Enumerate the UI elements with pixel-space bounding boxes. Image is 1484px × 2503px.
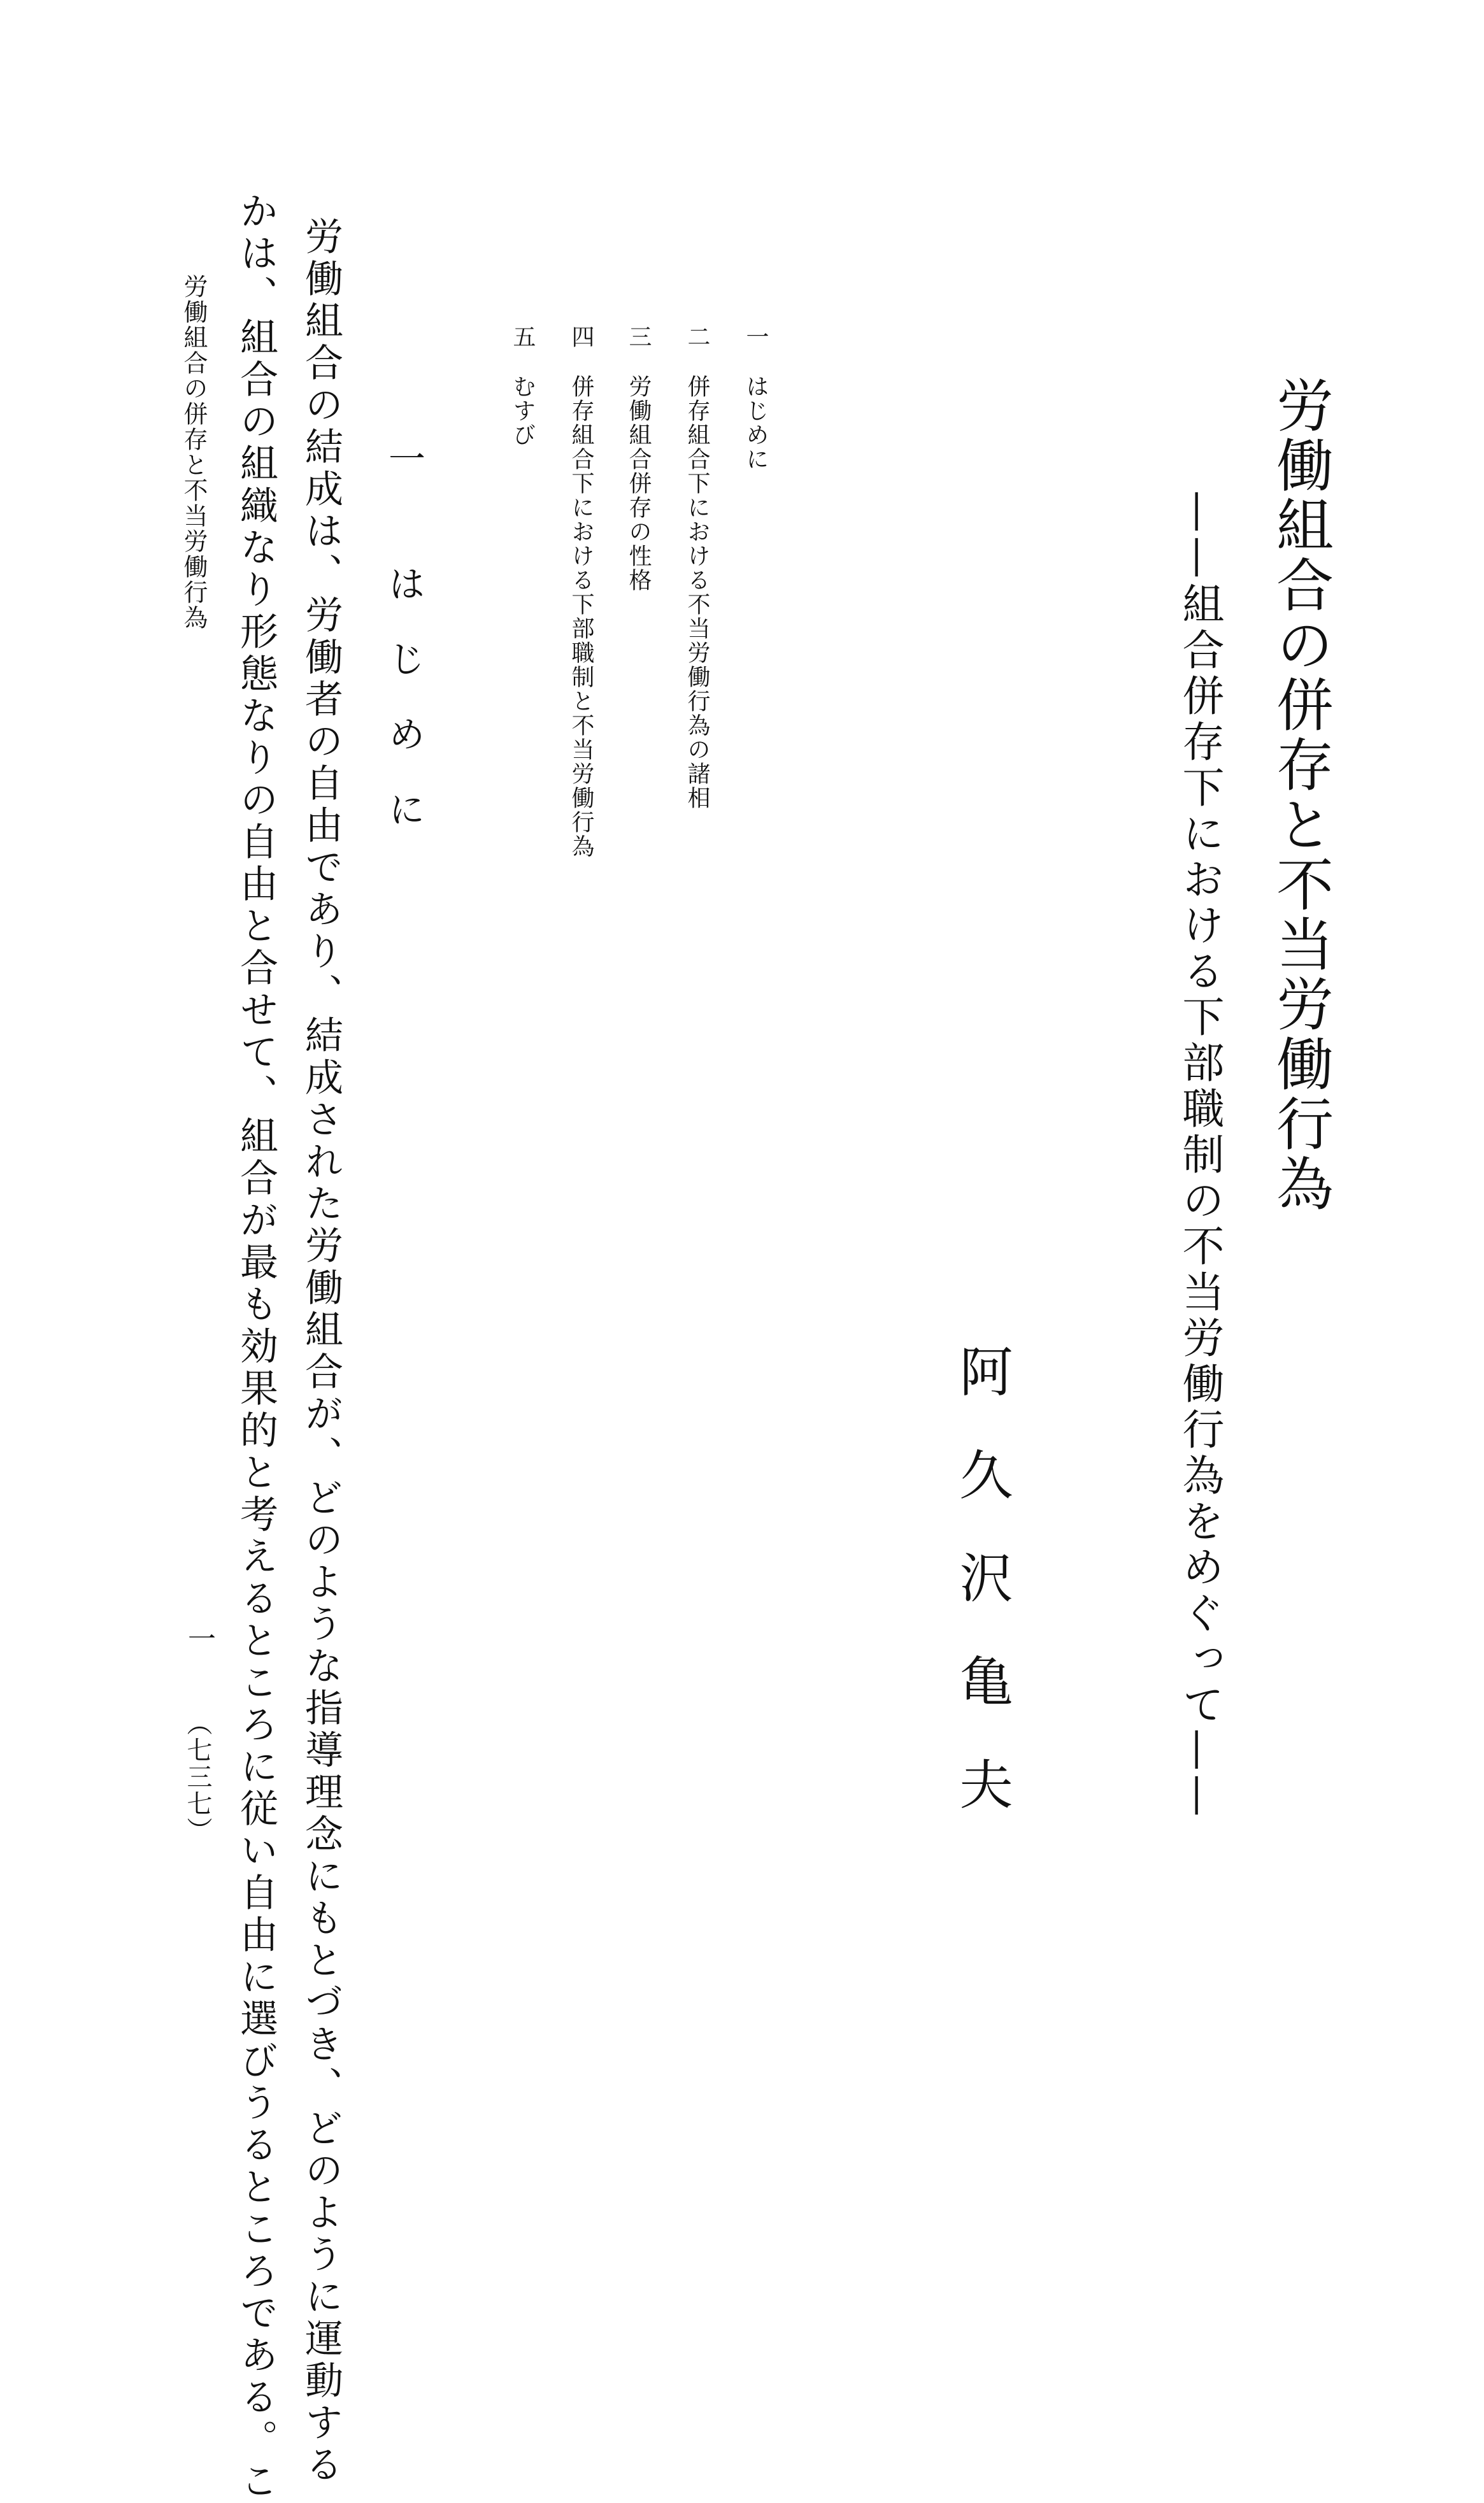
toc-item-number: 二 bbox=[684, 325, 710, 348]
toc-item-number: 四 bbox=[568, 325, 594, 348]
page-number: 一 bbox=[183, 1624, 215, 1652]
section-heading: 一 はじめに bbox=[382, 439, 425, 866]
toc-item bbox=[569, 325, 592, 859]
toc-item-number: 三 bbox=[625, 325, 652, 348]
toc-item bbox=[511, 325, 534, 447]
toc-item-number: 一 bbox=[743, 325, 769, 348]
toc-item-text: むすび bbox=[510, 374, 536, 447]
body-paragraph-line: 労働組合の結成は、労働者の自由であり、結成された労働組合が、どのような指導理念にもとづき、どのように運動する bbox=[299, 217, 343, 2486]
article-title: 労働組合の併存と不当労働行為 bbox=[1266, 376, 1333, 1214]
toc-item-text: 併存組合下における下部職制と不当労働行為 bbox=[568, 374, 594, 859]
toc-item bbox=[685, 325, 708, 810]
toc-item-text: はじめに bbox=[743, 374, 769, 471]
author-name: 阿久沢亀夫 bbox=[951, 1344, 1013, 1860]
toc-item bbox=[627, 325, 650, 592]
running-head: 労働組合の併存と不当労働行為 bbox=[180, 274, 208, 631]
article-subtitle: ——組合併存下における下部職制の不当労働行為をめぐって—— bbox=[1175, 490, 1224, 1820]
toc-item-text: 労働組合併存の性格 bbox=[625, 374, 652, 592]
volume-page-reference: （七三七） bbox=[183, 1710, 212, 1844]
body-paragraph-line: かは、組合の組織なり形態なりの自由と合せて、組合が最も効果的と考えるところに従い自由に選びうるところである。こ bbox=[234, 191, 278, 2503]
toc-item-text: 併存組合下における不当労働行為の諸相 bbox=[684, 374, 710, 810]
toc-item bbox=[744, 325, 767, 471]
toc-item-number: 五 bbox=[510, 325, 536, 348]
